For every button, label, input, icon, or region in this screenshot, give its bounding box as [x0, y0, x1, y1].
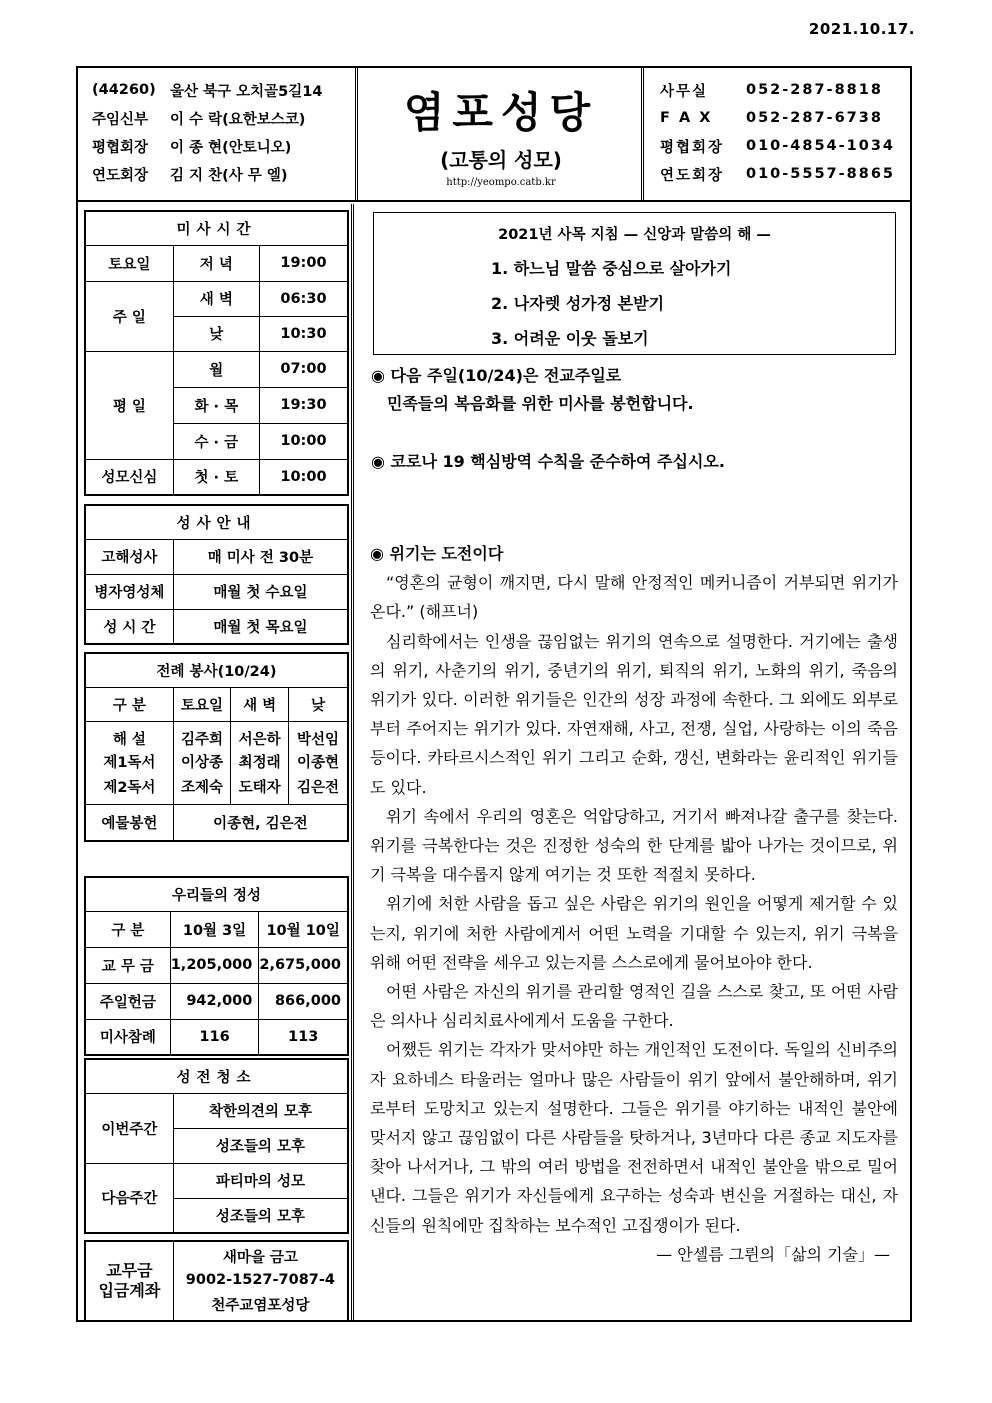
contact-row: 연도회장 010-5557-8865 — [660, 166, 896, 184]
essay-paragraph: 위기에 처한 사람을 돕고 싶은 사람은 위기의 원인을 어떻게 제거할 수 있는지, 위기에 처한 사람에게서 어떤 노력을 기대할 수 있는지, 위기 극복을 위해 어떤 전략을 세우고 있는지를 스스로에게 물어보아야 한다. — [370, 894, 898, 972]
essay-paragraph: 어떤 사람은 자신의 위기를 관리할 영적인 길을 스스로 찾고, 또 어떤 사람은 의사나 심리치료사에게서 도움을 구한다. — [370, 982, 898, 1031]
guideline-item: 1. 하느님 말씀 중심으로 살아가기 — [491, 259, 732, 278]
right-column — [357, 204, 910, 1320]
account-label: 교무금 — [106, 1261, 153, 1280]
essay-paragraph: 심리학에서는 인생을 끊임없는 위기의 연속으로 설명한다. 거기에는 출생의 위기, 사춘기의 위기, 중년기의 위기, 퇴직의 위기, 노화의 위기, 죽음의 위기가 있다. 이러한 위기들은 인간의 성장 과정에 속한다. 그 외에도 외부로부터 주어지는 위기가 있다. 자연재해, 사고, 전쟁, 실업, 사랑하는 이의 죽음 등이다. 카타르시스적인 위기 그리고 순화, 갱신, 변화라는 윤리적인 위기들도 있다. — [370, 631, 898, 797]
church-subtitle: (고통의 성모) — [440, 148, 562, 172]
info-row: 주임신부 이 수 락(요한보스코) — [92, 111, 306, 128]
contact-row: 평협회장 010-4854-1034 — [660, 138, 896, 156]
bulletin-frame — [76, 66, 912, 1322]
account-bank: 새마을 금고 — [173, 1241, 348, 1267]
account-table: 교무금 입금계좌 새마을 금고 9002-1527-7087-4 천주교염포성당 — [84, 1240, 349, 1322]
sacrament-table: 성사안내 고해성사 매 미사 전 30분 병자영성체 매월 첫 수요일 성 시 간 매월 첫 목요일 — [84, 504, 349, 645]
header — [78, 68, 910, 202]
finance-title: 우리들의 정성 — [85, 877, 348, 911]
contact-row: F A X 052-287-6738 — [660, 110, 883, 126]
issue-date: 2021.10.17. — [808, 20, 915, 38]
liturgy-title: 전례 봉사(10/24) — [85, 653, 348, 687]
guideline-item: 3. 어려운 이웃 돌보기 — [491, 329, 649, 348]
essay-source: — 안셀름 그륀의「삶의 기술」— — [656, 1244, 890, 1264]
header-info — [78, 68, 358, 202]
pastoral-guideline-box — [373, 212, 896, 355]
essay-paragraph: 위기 속에서 우리의 영혼은 억압당하고, 거기서 빠져나갈 출구를 찾는다. 위기를 극복한다는 것은 진정한 성숙의 한 단계를 밟아 나가는 것이므로, 위기 극복을 대수롭지 않게 여기는 것 또한 적절치 못하다. — [370, 806, 898, 885]
info-row: 평협회장 이 종 현(안토니오) — [92, 139, 292, 156]
guideline-title: 2021년 사목 지침 — 신앙과 말씀의 해 — — [498, 227, 771, 243]
notice-mission-sunday: ◉ 다음 주일(10/24)은 전교주일로 민족들의 복음화를 위한 미사를 봉헌합니다. — [371, 366, 694, 413]
notice-covid: ◉ 코로나 19 핵심방역 수칙을 준수하여 주십시오. — [371, 452, 725, 471]
mass-time-title: 미사시간 — [85, 211, 348, 245]
guideline-item: 2. 나자렛 성가정 본받기 — [491, 294, 665, 313]
left-column — [78, 204, 354, 1320]
church-url[interactable]: http://yeompo.catb.kr — [446, 177, 556, 188]
sacrament-title: 성사안내 — [85, 505, 348, 539]
mass-time-table: 미사시간 토요일 저 녁 19:00 주 일 새 벽 06:30 낮 10:30 평 일 월 07:00 화 · 목 19:30 수 · 금 10:00 성모신심 첫 · 토 10:00 — [84, 210, 349, 496]
church-name: 염포성당 — [403, 88, 599, 137]
header-title-block — [361, 68, 641, 202]
account-holder: 천주교염포성당 — [173, 1293, 348, 1321]
essay-paragraph: “영혼의 균형이 깨지면, 다시 말해 안정적인 메커니즘이 거부되면 위기가 온다.” (해프너) — [370, 573, 898, 622]
contact-row: 사무실 052-287-8818 — [660, 82, 883, 100]
liturgy-table: 전례 봉사(10/24) 구 분 토요일 새 벽 낮 해 설 김주희 서은하 박선임 제1독서 이상종 최정래 이종현 제2독서 조제숙 도태자 김은전 예물봉헌 이종현, 김은전 — [84, 652, 349, 842]
finance-table: 우리들의 정성 구 분 10월 3일 10월 10일 교 무 금 1,205,000 2,675,000 주일헌금 942,000 866,000 미사참례 116 113 — [84, 876, 349, 1056]
header-contacts — [641, 68, 910, 202]
essay-paragraph: 어쨌든 위기는 각자가 맞서야만 하는 개인적인 도전이다. 독일의 신비주의자 요하네스 타울러는 얼마나 많은 사람들이 위기 앞에서 불안해하며, 위기로부터 도망치고 있는지 설명한다. 그들은 위기를 야기하는 내적인 불안에 맞서지 않고 끊임없이 다른 사람들을 탓하거나, 3년마다 다른 종교 지도자를 찾아 나서거나, 그 밖의 여러 방법을 전전하면서 내적인 불안을 밖으로 밀어낸다. 그들은 위기가 자신들에게 요구하는 성숙과 변신을 거절하는 대신, 자신들의 원칙에만 집착하는 보수적인 고집쟁이가 된다. — [370, 1040, 898, 1235]
essay — [370, 539, 898, 1269]
account-number: 9002-1527-7087-4 — [173, 1267, 348, 1293]
cleaning-table: 성전청소 이번주간 착한의견의 모후 성조들의 모후 다음주간 파티마의 성모 성조들의 모후 — [84, 1058, 349, 1234]
info-row: 연도회장 김 지 찬(사 무 엘) — [92, 167, 288, 184]
essay-heading: ◉ 위기는 도전이다 — [370, 544, 504, 563]
cleaning-title: 성전청소 — [85, 1059, 348, 1093]
info-row: (44260) 울산 북구 오치골5길14 — [92, 82, 323, 100]
